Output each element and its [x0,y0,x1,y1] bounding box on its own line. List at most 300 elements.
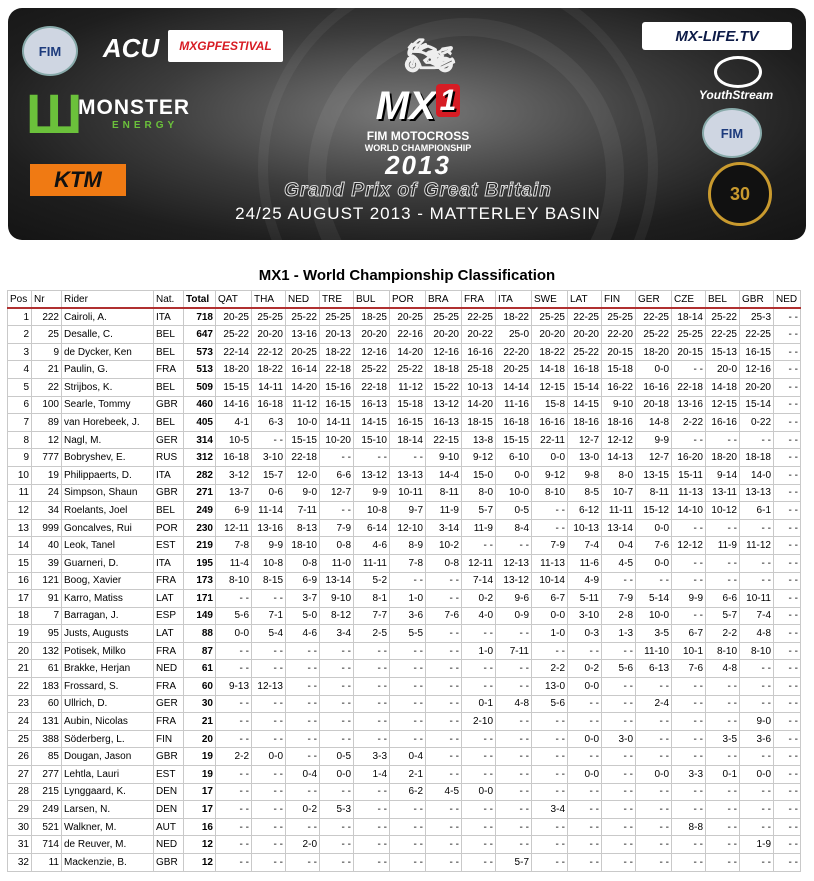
nationality-cell: GER [154,431,184,449]
result-cell: 22-20 [602,326,636,344]
result-cell: 0-3 [568,625,602,643]
result-cell: 16-18 [252,396,286,414]
result-cell: 4-8 [706,660,740,678]
result-cell: 12-12 [672,537,706,555]
total-points-cell: 509 [184,378,216,396]
column-header: BRA [426,291,462,309]
result-cell: 7-9 [532,537,568,555]
grand-prix-title: Grand Prix of Great Britain [284,180,552,201]
result-cell: - - [568,836,602,854]
result-cell: 18-22 [496,308,532,326]
result-cell: 10-2 [426,537,462,555]
result-cell: 9-13 [216,678,252,696]
result-cell: - - [320,449,354,467]
rider-number-cell: 222 [32,308,62,326]
result-cell: - - [496,766,532,784]
result-cell: - - [252,783,286,801]
result-cell: - - [740,695,774,713]
result-cell: 2-10 [462,713,496,731]
result-cell: - - [706,572,740,590]
result-cell: - - [774,625,801,643]
result-cell: - - [390,695,426,713]
result-cell: 15-18 [390,396,426,414]
result-cell: 6-7 [672,625,706,643]
result-cell: 0-1 [462,695,496,713]
result-cell: - - [672,836,706,854]
result-cell: 3-4 [532,801,568,819]
result-cell: - - [462,678,496,696]
result-cell: 0-5 [496,502,532,520]
result-cell: - - [568,783,602,801]
result-cell: - - [568,854,602,872]
result-cell: 14-18 [706,378,740,396]
result-cell: 20-20 [568,326,602,344]
result-cell: 0-0 [568,766,602,784]
result-cell: - - [216,590,252,608]
result-cell: 9-12 [462,449,496,467]
nationality-cell: LAT [154,625,184,643]
result-cell: 16-13 [354,396,390,414]
result-cell: - - [672,801,706,819]
result-cell: - - [774,554,801,572]
result-cell: 25-25 [672,326,706,344]
result-cell: - - [216,836,252,854]
result-cell: 3-6 [390,607,426,625]
result-cell: 11-12 [286,396,320,414]
rider-number-cell: 24 [32,484,62,502]
result-cell: 22-25 [636,308,672,326]
result-cell: 16-16 [706,414,740,432]
result-cell: - - [774,660,801,678]
result-cell: 12-16 [740,361,774,379]
rider-name-cell: Potisek, Milko [62,642,154,660]
result-cell: - - [216,854,252,872]
result-cell: 13-7 [216,484,252,502]
result-cell: - - [568,748,602,766]
result-cell: 20-20 [354,326,390,344]
table-row [8,818,801,836]
result-cell: - - [740,554,774,572]
result-cell: 9-6 [496,590,532,608]
result-cell: 1-0 [390,590,426,608]
rider-name-cell: Brakke, Herjan [62,660,154,678]
result-cell: - - [774,836,801,854]
result-cell: 10-20 [320,431,354,449]
result-cell: - - [602,642,636,660]
result-cell: 10-7 [602,484,636,502]
result-cell: 9-9 [354,484,390,502]
rider-number-cell: 95 [32,625,62,643]
result-cell: - - [740,678,774,696]
result-cell: - - [426,625,462,643]
nationality-cell: ITA [154,466,184,484]
result-cell: 13-13 [740,484,774,502]
result-cell: - - [602,854,636,872]
result-cell: - - [426,572,462,590]
result-cell: 11-12 [740,537,774,555]
result-cell: - - [672,854,706,872]
result-cell: - - [672,748,706,766]
result-cell: 22-25 [740,326,774,344]
table-row [8,590,801,608]
rider-number-cell: 388 [32,730,62,748]
result-cell: 14-15 [354,414,390,432]
result-cell: 15-16 [320,378,354,396]
total-points-cell: 21 [184,713,216,731]
rider-number-cell: 91 [32,590,62,608]
result-cell: 20-20 [252,326,286,344]
result-cell: 8-10 [740,642,774,660]
result-cell: 0-6 [252,484,286,502]
table-row [8,414,801,432]
fim-logo: FIM [702,108,762,158]
result-cell: - - [390,449,426,467]
result-cell: 11-6 [568,554,602,572]
result-cell: 0-0 [636,554,672,572]
result-cell: 9-0 [740,713,774,731]
result-cell: - - [706,713,740,731]
result-cell: 20-0 [706,361,740,379]
result-cell: - - [426,801,462,819]
result-cell: 8-10 [706,642,740,660]
result-cell: - - [496,625,532,643]
result-cell: 3-7 [286,590,320,608]
world-championship-line: WORLD CHAMPIONSHIP [364,143,472,153]
result-cell: 15-0 [462,466,496,484]
result-cell: 11-11 [354,554,390,572]
result-cell: - - [740,854,774,872]
result-cell: 7-6 [636,537,672,555]
total-points-cell: 19 [184,748,216,766]
result-cell: 10-11 [390,484,426,502]
rider-number-cell: 132 [32,642,62,660]
result-cell: - - [462,660,496,678]
result-cell: 11-14 [252,502,286,520]
column-header: Nr [32,291,62,309]
rider-name-cell: Söderberg, L. [62,730,154,748]
nationality-cell: DEN [154,801,184,819]
rider-name-cell: Desalle, C. [62,326,154,344]
result-cell: 16-16 [532,414,568,432]
result-cell: 5-3 [320,801,354,819]
result-cell: - - [496,537,532,555]
total-points-cell: 573 [184,343,216,361]
table-row [8,854,801,872]
result-cell: 6-1 [740,502,774,520]
result-cell: 7-9 [602,590,636,608]
nationality-cell: EST [154,766,184,784]
result-cell: 18-15 [462,414,496,432]
result-cell: 16-18 [216,449,252,467]
nationality-cell: NED [154,836,184,854]
result-cell: 3-14 [426,519,462,537]
result-cell: 22-18 [286,449,320,467]
result-cell: 8-10 [216,572,252,590]
position-cell: 3 [8,343,32,361]
result-cell: - - [320,660,354,678]
result-cell: - - [740,660,774,678]
result-cell: 7-4 [568,537,602,555]
table-row [8,361,801,379]
total-points-cell: 20 [184,730,216,748]
result-cell: 6-2 [390,783,426,801]
result-cell: - - [354,854,390,872]
result-cell: 15-11 [672,466,706,484]
total-points-cell: 17 [184,783,216,801]
result-cell: 13-16 [672,396,706,414]
result-cell: 22-25 [706,326,740,344]
result-cell: 14-20 [390,343,426,361]
result-cell: - - [774,519,801,537]
nationality-cell: DEN [154,783,184,801]
result-cell: 14-13 [602,449,636,467]
result-cell: 15-13 [706,343,740,361]
result-cell: - - [426,590,462,608]
result-cell: 15-18 [602,361,636,379]
result-cell: - - [774,537,801,555]
result-cell: 0-0 [636,519,672,537]
result-cell: 20-15 [602,343,636,361]
result-cell: 3-3 [672,766,706,784]
table-row [8,308,801,326]
result-cell: 1-3 [602,625,636,643]
result-cell: - - [672,783,706,801]
result-cell: 13-13 [390,466,426,484]
result-cell: 6-7 [532,590,568,608]
result-cell: - - [740,572,774,590]
total-points-cell: 17 [184,801,216,819]
acu-logo: ACU [102,32,160,63]
result-cell: 9-9 [636,431,672,449]
result-cell: - - [774,361,801,379]
result-cell: 16-14 [286,361,320,379]
result-cell: - - [252,730,286,748]
result-cell: - - [354,695,390,713]
result-cell: 13-11 [706,484,740,502]
result-cell: 22-12 [252,343,286,361]
result-cell: - - [390,836,426,854]
rider-number-cell: 25 [32,326,62,344]
column-header: BUL [354,291,390,309]
result-cell: 20-20 [740,378,774,396]
position-cell: 28 [8,783,32,801]
result-cell: - - [496,783,532,801]
rider-number-cell: 21 [32,361,62,379]
result-cell: 10-8 [252,554,286,572]
nationality-cell: LAT [154,590,184,608]
result-cell: 18-20 [636,343,672,361]
nationality-cell: NED [154,660,184,678]
result-cell: 0-2 [462,590,496,608]
result-cell: 14-14 [496,378,532,396]
result-cell: 11-10 [636,642,672,660]
result-cell: - - [568,695,602,713]
result-cell: 8-0 [602,466,636,484]
result-cell: - - [740,519,774,537]
result-cell: - - [252,713,286,731]
result-cell: 2-2 [532,660,568,678]
result-cell: 13-16 [286,326,320,344]
result-cell: 5-6 [602,660,636,678]
result-cell: - - [636,818,672,836]
result-cell: 9-10 [320,590,354,608]
result-cell: 12-12 [602,431,636,449]
result-cell: - - [636,854,672,872]
result-cell: - - [672,695,706,713]
result-cell: - - [568,713,602,731]
result-cell: 4-8 [496,695,532,713]
result-cell: 6-14 [354,519,390,537]
result-cell: 20-13 [320,326,354,344]
result-cell: 9-9 [672,590,706,608]
result-cell: 0-4 [286,766,320,784]
result-cell: 10-0 [286,414,320,432]
result-cell: - - [774,396,801,414]
result-cell: 25-22 [568,343,602,361]
result-cell: 10-13 [568,519,602,537]
column-header: GER [636,291,672,309]
result-cell: 2-1 [390,766,426,784]
result-cell: - - [774,466,801,484]
result-cell: 25-25 [602,308,636,326]
youthstream-logo: YouthStream [698,88,774,102]
result-cell: 22-18 [354,378,390,396]
rider-number-cell: 39 [32,554,62,572]
rider-number-cell: 89 [32,414,62,432]
result-cell: 12-10 [390,519,426,537]
nationality-cell: FRA [154,678,184,696]
result-cell: - - [320,502,354,520]
result-cell: 1-9 [740,836,774,854]
result-cell: - - [532,642,568,660]
result-cell: - - [426,818,462,836]
result-cell: 0-0 [216,625,252,643]
result-cell: 15-8 [532,396,568,414]
rider-name-cell: de Reuver, M. [62,836,154,854]
result-cell: 3-4 [320,625,354,643]
result-cell: 2-4 [636,695,672,713]
result-cell: 7-6 [426,607,462,625]
result-cell: 14-20 [286,378,320,396]
result-cell: - - [740,783,774,801]
result-cell: 2-8 [602,607,636,625]
result-cell: 12-16 [426,343,462,361]
rider-number-cell: 60 [32,695,62,713]
nationality-cell: ITA [154,554,184,572]
nationality-cell: FRA [154,572,184,590]
result-cell: 10-5 [216,431,252,449]
classification-table [7,290,801,872]
result-cell: 1-0 [462,642,496,660]
result-cell: - - [286,695,320,713]
result-cell: 0-0 [462,783,496,801]
result-cell: - - [636,678,672,696]
result-cell: 0-22 [740,414,774,432]
result-cell: - - [706,854,740,872]
result-cell: 3-12 [216,466,252,484]
result-cell: 16-15 [390,414,426,432]
result-cell: 16-22 [602,378,636,396]
result-cell: 13-14 [602,519,636,537]
total-points-cell: 19 [184,766,216,784]
result-cell: - - [774,818,801,836]
result-cell: - - [216,642,252,660]
mx1-logo [348,84,488,129]
result-cell: 13-12 [426,396,462,414]
position-cell: 22 [8,678,32,696]
column-header: TRE [320,291,354,309]
table-row [8,502,801,520]
rider-number-cell: 249 [32,801,62,819]
total-points-cell: 60 [184,678,216,696]
result-cell: - - [426,748,462,766]
result-cell: 13-16 [252,519,286,537]
position-cell: 30 [8,818,32,836]
column-header: Nat. [154,291,184,309]
result-cell: 15-14 [568,378,602,396]
result-cell: - - [672,361,706,379]
result-cell: 20-20 [426,326,462,344]
result-cell: 6-9 [286,572,320,590]
result-cell: 5-0 [286,607,320,625]
result-cell: 18-16 [602,414,636,432]
total-points-cell: 16 [184,818,216,836]
result-cell: 0-0 [496,466,532,484]
table-row [8,326,801,344]
result-cell: 14-0 [740,466,774,484]
result-cell: - - [774,431,801,449]
result-cell: - - [568,801,602,819]
nationality-cell: POR [154,519,184,537]
monster-claw-icon: Ш [26,82,83,145]
result-cell: 20-25 [390,308,426,326]
result-cell: 15-10 [354,431,390,449]
rider-number-cell: 100 [32,396,62,414]
result-cell: 5-6 [216,607,252,625]
result-cell: - - [462,748,496,766]
result-cell: - - [426,660,462,678]
total-points-cell: 195 [184,554,216,572]
result-cell: 11-9 [462,519,496,537]
position-cell: 9 [8,449,32,467]
result-cell: 25-22 [706,308,740,326]
result-cell: - - [462,766,496,784]
result-cell: 11-9 [426,502,462,520]
result-cell: 0-0 [252,748,286,766]
result-cell: - - [774,678,801,696]
result-cell: - - [354,713,390,731]
fim-europe-logo: FIM [22,26,78,76]
result-cell: - - [354,818,390,836]
result-cell: 2-22 [672,414,706,432]
result-cell: - - [706,695,740,713]
result-cell: 10-13 [462,378,496,396]
result-cell: 7-1 [252,607,286,625]
total-points-cell: 12 [184,836,216,854]
result-cell: 11-13 [672,484,706,502]
rider-name-cell: Mackenzie, B. [62,854,154,872]
result-cell: - - [602,766,636,784]
position-cell: 6 [8,396,32,414]
column-header: NED [286,291,320,309]
result-cell: - - [740,748,774,766]
position-cell: 5 [8,378,32,396]
result-cell: 11-0 [320,554,354,572]
table-row [8,713,801,731]
result-cell: 25-3 [740,308,774,326]
result-cell: 16-16 [636,378,672,396]
result-cell: 3-6 [740,730,774,748]
